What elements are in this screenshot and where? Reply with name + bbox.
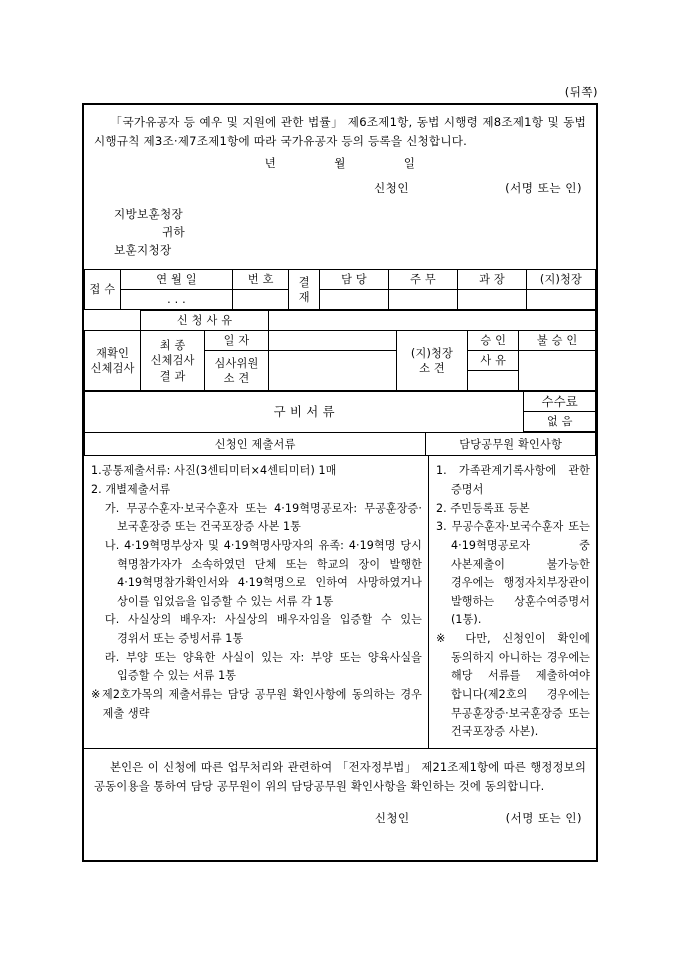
approver-header-director: (지)청장 [526,270,595,290]
signature-note: (서명 또는 인) [505,180,582,195]
table-row [85,331,596,351]
approve-label: 승 인 [468,331,519,351]
review-table [84,310,596,391]
list-item: 라. 부양 또는 양육한 사실이 있는 자: 부양 또는 양육사실을 입증할 수 있는 서류 1통 [104,650,422,683]
fee-label: 수수료 [524,392,596,412]
list-item: ※제2호가목의 제출서류는 담당 공무원 확인사항에 동의하는 경우 제출 생략 [91,687,422,720]
director-opinion-label: (지)청장 소 견 [396,331,468,391]
list-item: 2. 개별제출서류 [91,483,171,497]
review-spacer-cell [85,311,141,331]
list-item: 1. 가족관계기록사항에 관한 증명서 [436,464,590,497]
documents-column-header-table [84,432,596,455]
consent-section [84,749,596,860]
list-item: 가. 무공수훈자·보국수훈자 또는 4·19혁명공로자: 무공훈장증·보국훈장증 또는 건국포장증 사본 1통 [104,501,422,534]
approval-label-cell: 결 재 [289,270,320,310]
approver-value-staff[interactable] [320,290,389,310]
approver-value-manager[interactable] [458,290,527,310]
documents-header-table [84,391,596,432]
legal-basis-paragraph: 「국가유공자 등 예우 및 지원에 관한 법률」 제6조제1항, 동법 시행령 제8조제1항 및 동법 시행규칙 제3조·제7조제1항에 따라 국가유공자 등의 등록을 신청합니다. [94,115,586,148]
committee-opinion-label: 심사위원 소 견 [205,351,269,391]
applicant-documents-header: 신청인 제출서류 [85,433,426,456]
officer-verification-list [429,456,596,747]
approver-header-staff: 담 당 [320,270,389,290]
table-row [85,290,596,310]
receipt-number-value[interactable] [233,290,289,310]
date-line [94,155,586,171]
applicant-documents-list [84,456,429,747]
page-side-marker: (뒤쪽) [564,85,598,99]
intro-section [84,105,596,263]
receipt-table-wrap [84,269,596,310]
list-item: 3. 무공수훈자·보국수훈자 또는 4·19혁명공로자 중 사본제출이 불가능한 경우에는 행정자치부장관이 발행하는 상훈수여증명서(1통). [436,520,590,627]
officer-verification-header: 담당공무원 확인사항 [426,433,596,456]
table-row [85,270,596,290]
decision-reason-label: 사 유 [468,351,519,371]
receipt-date-value[interactable]: . . . [120,290,232,310]
day-label: 일 [403,155,416,170]
consent-applicant-label: 신청인 [374,811,410,826]
approver-value-chief[interactable] [389,290,458,310]
list-item: 2. 주민등록표 등본 [436,501,530,515]
recipient-block [94,206,586,260]
approver-value-director[interactable] [526,290,595,310]
list-item: 다. 사실상의 배우자: 사실상의 배우자임을 입증할 수 있는 경위서 또는 증빙서류 1통 [104,613,422,646]
approver-header-chief: 주 무 [389,270,458,290]
exam-date-value[interactable] [268,331,396,351]
table-row [85,433,596,456]
recipient-branch-office: 보훈지청장 [114,242,172,257]
list-item: 1.공통제출서류: 사진(3센티미터×4센티미터) 1매 [91,464,337,478]
table-row [85,311,596,331]
documents-body [84,455,596,748]
consent-signature-line [94,810,586,826]
required-documents-title: 구 비 서 류 [85,392,524,432]
decision-reason-spacer [468,371,519,391]
applicant-label: 신청인 [373,180,410,195]
table-row [85,392,596,412]
approver-header-manager: 과 장 [458,270,527,290]
recipient-honorific: 귀하 [162,224,185,239]
consent-paragraph: 본인은 이 신청에 따른 업무처리와 관련하여 「전자정부법」 제21조제1항에 따른 행정정보의 공동이용을 통하여 담당 공무원이 위의 담당공무원 확인사항을 확인하는 것에 동의합니다. [94,759,586,793]
receipt-date-header: 연 월 일 [120,270,232,290]
receipt-number-header: 번 호 [233,270,289,290]
year-label: 년 [264,155,277,170]
list-item: 나. 4·19혁명부상자 및 4·19혁명사망자의 유족: 4·19혁명 당시 혁명참가자가 소속하였던 단체 또는 학교의 장이 발행한 4·19혁명참가확인서와 4·19혁명으로 인하여 사망하였거나 상이를 입었음을 입증할 수 있는 서류 각 1통 [104,538,422,608]
fee-value: 없 음 [524,412,596,432]
list-item: ※ 다만, 신청인이 확인에 동의하지 아니하는 경우에는 해당 서류를 제출하여야 합니다(제2호의 경우에는 무공훈장증·보국훈장증 또는 건국포장증 사본). [436,632,590,739]
consent-signature-note: (서명 또는 인) [505,811,582,826]
applicant-signature-line [94,180,586,196]
application-reason-label: 신 청 사 유 [141,311,269,331]
receipt-approval-table [84,270,596,310]
exam-date-label: 일 자 [205,331,269,351]
recipient-provincial-office: 지방보훈청장 [114,206,183,221]
reject-label: 불 승 인 [519,331,596,351]
form-outer-frame [82,103,598,862]
application-reason-value[interactable] [268,311,595,331]
final-exam-result-label: 최 종 신체검사 결 과 [141,331,205,391]
month-label: 월 [334,155,346,170]
decision-reason-value[interactable] [519,351,596,391]
recheck-exam-label: 재확인 신체검사 [85,331,141,391]
receipt-label-cell: 접 수 [85,270,121,310]
committee-opinion-value[interactable] [268,351,396,391]
